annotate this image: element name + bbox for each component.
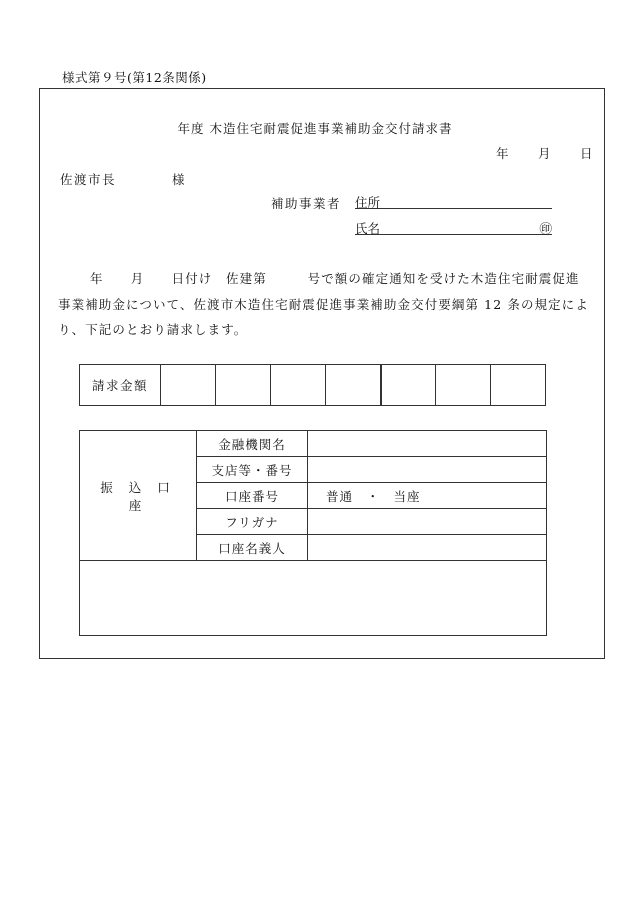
bank-section-label: 振込口座 xyxy=(80,431,197,561)
bank-field-label: 口座番号 xyxy=(197,483,308,509)
name-field[interactable] xyxy=(355,219,552,235)
applicant-label: 補助事業者 xyxy=(271,196,342,211)
body-line-2: 事業補助金について、佐渡市木造住宅耐震促進事業補助金交付要綱第 12 条の規定によ xyxy=(58,297,589,312)
address-label: 住所 xyxy=(355,195,381,210)
amount-digit-cell[interactable] xyxy=(491,365,546,406)
amount-digit-cell[interactable] xyxy=(216,365,271,406)
date-day: 日 xyxy=(580,146,593,161)
amount-label: 請求金額 xyxy=(80,365,161,406)
addressee-mayor: 佐渡市長 xyxy=(60,172,117,187)
amount-digit-cell[interactable] xyxy=(326,365,381,406)
bank-account-table xyxy=(79,430,547,636)
account-holder-value[interactable] xyxy=(308,535,547,561)
body-line-1: 年 月 日付け 佐建第 号で額の確定通知を受けた木造住宅耐震促進 xyxy=(90,271,580,286)
form-number-label: 様式第９号(第12条関係) xyxy=(62,70,207,85)
bank-field-label: 支店等・番号 xyxy=(197,457,308,483)
amount-digit-cell[interactable] xyxy=(271,365,326,406)
amount-digit-cell[interactable] xyxy=(161,365,216,406)
notes-area[interactable] xyxy=(80,561,547,636)
bank-field-label: 金融機関名 xyxy=(197,431,308,457)
bank-field-label: 口座名義人 xyxy=(197,535,308,561)
branch-value[interactable] xyxy=(308,457,547,483)
amount-digit-cell[interactable] xyxy=(381,365,436,406)
amount-digit-cell[interactable] xyxy=(436,365,491,406)
account-type-value[interactable]: 普通 ・ 当座 xyxy=(308,483,547,509)
body-line-3: り、下記のとおり請求します。 xyxy=(58,322,248,337)
date-year: 年 xyxy=(496,146,509,161)
document-title: 年度 木造住宅耐震促進事業補助金交付請求書 xyxy=(177,121,453,136)
bank-name-value[interactable] xyxy=(308,431,547,457)
name-label: 氏名 xyxy=(355,221,381,236)
bank-field-label: フリガナ xyxy=(197,509,308,535)
address-field[interactable] xyxy=(355,193,552,209)
amount-table xyxy=(79,364,546,406)
addressee-honorific: 様 xyxy=(172,172,185,187)
furigana-value[interactable] xyxy=(308,509,547,535)
date-month: 月 xyxy=(538,146,551,161)
seal-mark: ㊞ xyxy=(539,221,552,236)
